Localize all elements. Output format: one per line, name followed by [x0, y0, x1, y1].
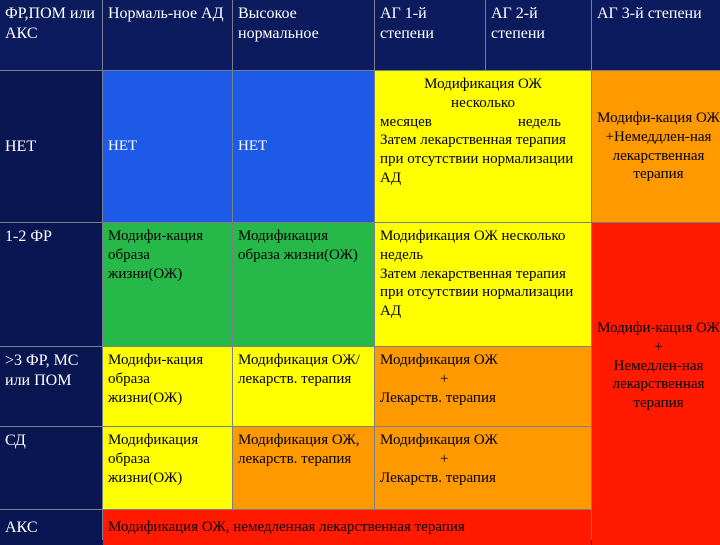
- cell-net-ag12: [375, 71, 591, 222]
- 12fr-ag12-line1: Модификация ОЖ несколько недель: [380, 228, 566, 263]
- 3fr-ag12-line2: Лекарств. терапия: [380, 389, 496, 406]
- cell-sd-ag12: [375, 427, 591, 509]
- cell-12fr-ag12: [375, 223, 591, 346]
- row-label-aks: АКС: [0, 510, 102, 545]
- cell-3fr-high: Модификация ОЖ/ лекарств. терапия: [233, 347, 374, 426]
- header-ag2: АГ 2-й степени: [486, 0, 591, 70]
- ag3-merged-line1: Модифи-кация ОЖ: [597, 320, 720, 337]
- row-label-sd: СД: [0, 427, 102, 509]
- net-ag12-line4: Затем лекарственная терапия при отсутствии нормализации АД: [380, 132, 574, 186]
- ag3-merged-line3: Немедлен-ная лекарственная терапия: [612, 357, 705, 412]
- row-label-1-2fr: 1-2 ФР: [0, 223, 102, 346]
- cell-sd-high: Модификация ОЖ, лекарств. терапия: [233, 427, 374, 509]
- header-high-normal: Высокое нормальное: [233, 0, 374, 70]
- 12fr-ag12-line2: Затем лекарственная терапия при отсутствии нормализации АД: [380, 265, 574, 319]
- header-ag1: АГ 1-й степени: [375, 0, 485, 70]
- row-label-3fr: >3 ФР, МС или ПОМ: [0, 347, 102, 426]
- cell-net-high: НЕТ: [233, 71, 374, 222]
- net-ag12-line1: Модификация ОЖ: [424, 76, 542, 92]
- 3fr-ag12-plus: +: [440, 370, 449, 387]
- header-ag3: АГ 3-й степени: [592, 0, 720, 70]
- net-ag12-line3: [380, 113, 586, 132]
- ag3-merged-line2: +: [654, 338, 663, 355]
- row-label-net: НЕТ: [0, 71, 102, 222]
- header-normal-bp: Нормаль-ное АД: [103, 0, 232, 70]
- cell-12fr-normal: Модифи-кация образа жизни(ОЖ): [103, 223, 232, 346]
- cell-12fr-high: Модификация образа жизни(ОЖ): [233, 223, 374, 346]
- cell-sd-normal: Модификация образа жизни(ОЖ): [103, 427, 232, 509]
- cell-3fr-normal: Модифи-кация образа жизни(ОЖ): [103, 347, 232, 426]
- cell-net-normal: НЕТ: [103, 71, 232, 222]
- 3fr-ag12-line1: Модификация ОЖ: [380, 352, 498, 368]
- cell-aks-treatment: Модификация ОЖ, немедленная лекарственная терапия: [103, 510, 591, 545]
- sd-ag12-line1: Модификация ОЖ: [380, 432, 498, 448]
- sd-ag12-plus: +: [440, 450, 449, 467]
- header-risk-factors: ФР,ПОМ или АКС: [0, 0, 102, 70]
- cell-net-ag3: Модифи-кация ОЖ +Немеддлен-ная лекарственная терапия: [592, 71, 720, 222]
- net-ag12-line2: несколько: [451, 94, 515, 111]
- net-ag12-weeks: недель: [517, 113, 561, 130]
- net-ag12-months: месяцев: [380, 113, 432, 130]
- cell-3fr-ag12: [375, 347, 591, 426]
- sd-ag12-line2: Лекарств. терапия: [380, 469, 496, 486]
- cell-sd-ag3-fill: [592, 427, 720, 545]
